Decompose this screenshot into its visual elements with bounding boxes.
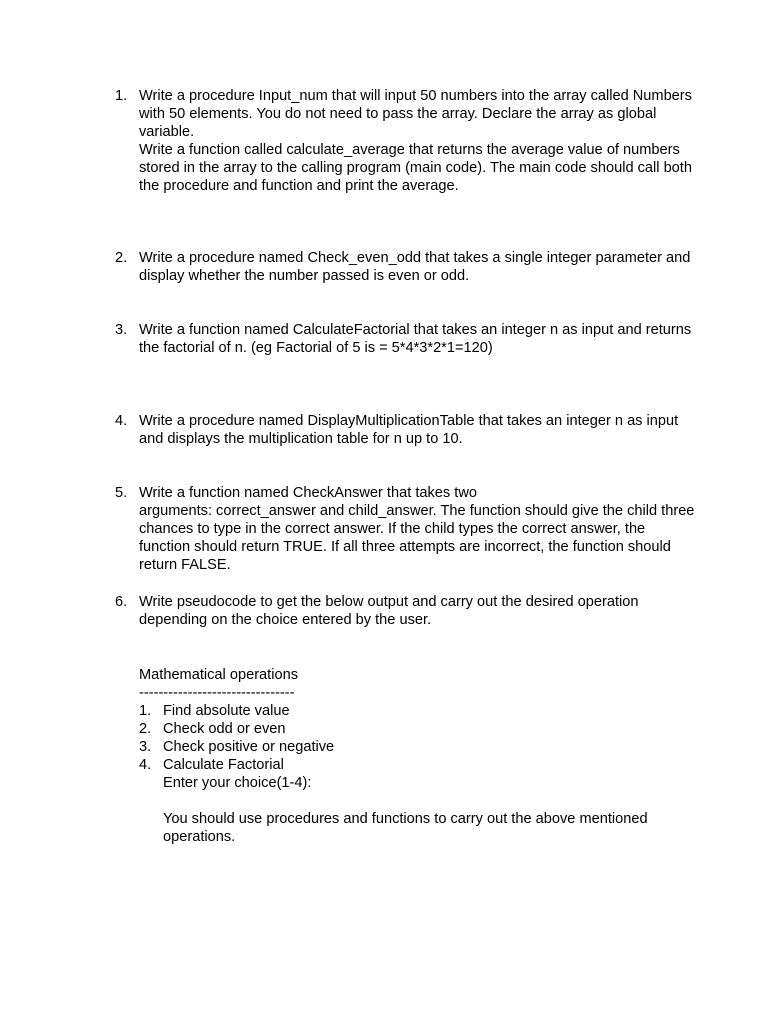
menu-item-number: 4.	[139, 757, 152, 773]
question-5	[115, 484, 700, 574]
question-body	[139, 321, 700, 357]
question-body	[139, 87, 700, 195]
menu-divider: --------------------------------	[139, 685, 295, 701]
menu-item	[139, 756, 699, 774]
menu-item	[139, 720, 699, 738]
spacer	[139, 792, 699, 810]
menu-item-label: Calculate Factorial	[163, 757, 284, 773]
menu-item-number: 3.	[139, 739, 152, 755]
question-3	[115, 321, 700, 357]
question-2	[115, 249, 700, 285]
question-body	[139, 249, 700, 285]
question-number: 1.	[115, 88, 128, 104]
question-paragraph: Write a function named CalculateFactorial that takes an integer n as input and returns the factorial of n. (eg Factorial of 5 is = 5*4*3*2*1=120)	[139, 322, 692, 356]
question-paragraph: Write a procedure Input_num that will input 50 numbers into the array called Numbers with 50 elements. You do not need to pass the array. Declare the array as global variable.	[139, 88, 692, 140]
question-6	[115, 593, 700, 629]
question-4	[115, 412, 700, 448]
menu-item-label: Find absolute value	[163, 703, 290, 719]
question-1	[115, 87, 700, 195]
question-number: 4.	[115, 413, 128, 429]
question-paragraph: Write a procedure named DisplayMultiplicationTable that takes an integer n as input and displays the multiplication table for n up to 10.	[139, 413, 679, 447]
question-paragraph: Write a procedure named Check_even_odd that takes a single integer parameter and display whether the number passed is even or odd.	[139, 250, 691, 284]
sample-output-menu	[139, 666, 699, 846]
question-paragraph: Write a function named CheckAnswer that takes two	[139, 485, 477, 501]
question-number: 6.	[115, 594, 128, 610]
menu-item-label: Check odd or even	[163, 721, 286, 737]
question-body	[139, 412, 700, 448]
menu-title: Mathematical operations	[139, 667, 298, 683]
question-number: 3.	[115, 322, 128, 338]
menu-item	[139, 738, 699, 756]
menu-item-label: Check positive or negative	[163, 739, 335, 755]
question-paragraph: arguments: correct_answer and child_answer. The function should give the child three chances to type in the correct answer. If the child types the correct answer, the function should return TRUE. If all three attempts are incorrect, the function should return FALSE.	[139, 503, 695, 573]
menu-item-number: 1.	[139, 703, 152, 719]
question-paragraph: Write a function called calculate_average that returns the average value of numbers stored in the array to the calling program (main code). The main code should call both the procedure and function and print the average.	[139, 142, 692, 194]
menu-prompt: Enter your choice(1-4):	[163, 775, 312, 791]
question-body	[139, 593, 700, 629]
menu-item-number: 2.	[139, 721, 152, 737]
question-paragraph: Write pseudocode to get the below output and carry out the desired operation depending on the choice entered by the user.	[139, 594, 639, 628]
question-body	[139, 484, 700, 574]
question-number: 5.	[115, 485, 128, 501]
instruction-note: You should use procedures and functions to carry out the above mentioned operations.	[163, 811, 648, 845]
question-number: 2.	[115, 250, 128, 266]
menu-item	[139, 702, 699, 720]
